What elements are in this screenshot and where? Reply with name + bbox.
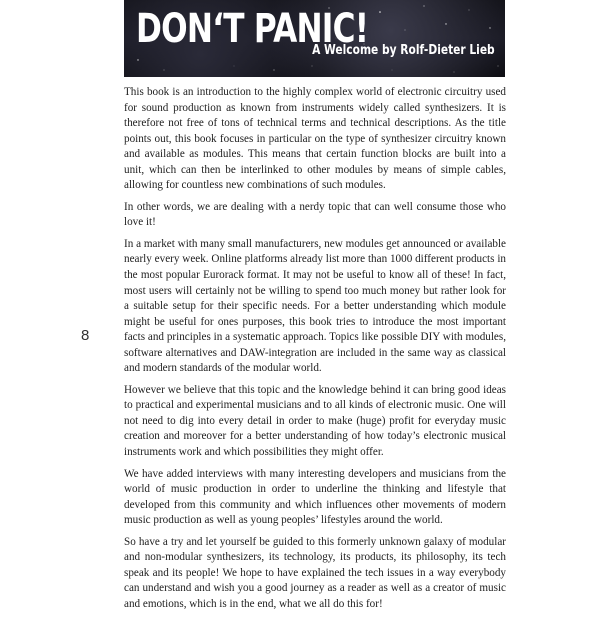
chapter-subtitle: A Welcome by Rolf-Dieter Lieb — [312, 43, 495, 58]
paragraph: However we believe that this topic and the knowledge behind it can bring good ideas to practical and experimental musicians and to all kinds of electronic music. One will not need to dig into every detail in order to make (huge) profit for everyday music creation and moreover for a better understanding of how today’s electronic musical instruments work and which possibilities they might offer. — [124, 383, 506, 459]
title-banner — [124, 0, 505, 77]
paragraph: So have a try and let yourself be guided to this formerly unknown galaxy of modular and non-modular synthesizers, its technology, its products, its philosophy, its tech speak and its people! We hope to have explained the tech issues in a way everybody can understand and wish you a good journey as a reader as well as a creator of music and emotions, which is in the end, what we all do this for! — [124, 535, 506, 610]
paragraph: In a market with many small manufacturers, new modules get announced or available nearly every week. Online platforms already list more than 1000 different products in the most popular Eurorack format. It may not be useful to know all of these! In fact, most users will certainly not be willing to spend too much money but rather look for a suitable setup for their specific needs. For a better understanding which module might be useful for ones purposes, this book tries to introduce the most important facts and principles in a systematic approach. Topics like possible DIY with modules, software alternatives and DAW-integration are included in the same way as classical and modern standards of the modular world. — [124, 237, 506, 375]
paragraph: We have added interviews with many interesting developers and musicians from the world of music production in order to underline the thinking and lifestyle that developed from this community and which influences other movements of modern music production as well as young peoples’ lifestyles around the world. — [124, 467, 506, 527]
page-number: 8 — [81, 327, 90, 344]
chapter-title: DON‘T PANIC! — [136, 6, 369, 52]
body-text — [124, 85, 506, 619]
paragraph: In other words, we are dealing with a nerdy topic that can well consume those who love it! — [124, 200, 506, 229]
paragraph: This book is an introduction to the highly complex world of electronic circuitry used for sound production as known from instruments widely called synthesizers. It is therefore not free of tons of technical terms and technical descriptions. As the title points out, this book focuses in particular on the type of synthesizer circuitry known and available as modules. This means that certain function blocks are built into a unit, which can then be interlinked to other modules by means of simple cables, allowing for countless new combinations of such modules. — [124, 86, 506, 192]
